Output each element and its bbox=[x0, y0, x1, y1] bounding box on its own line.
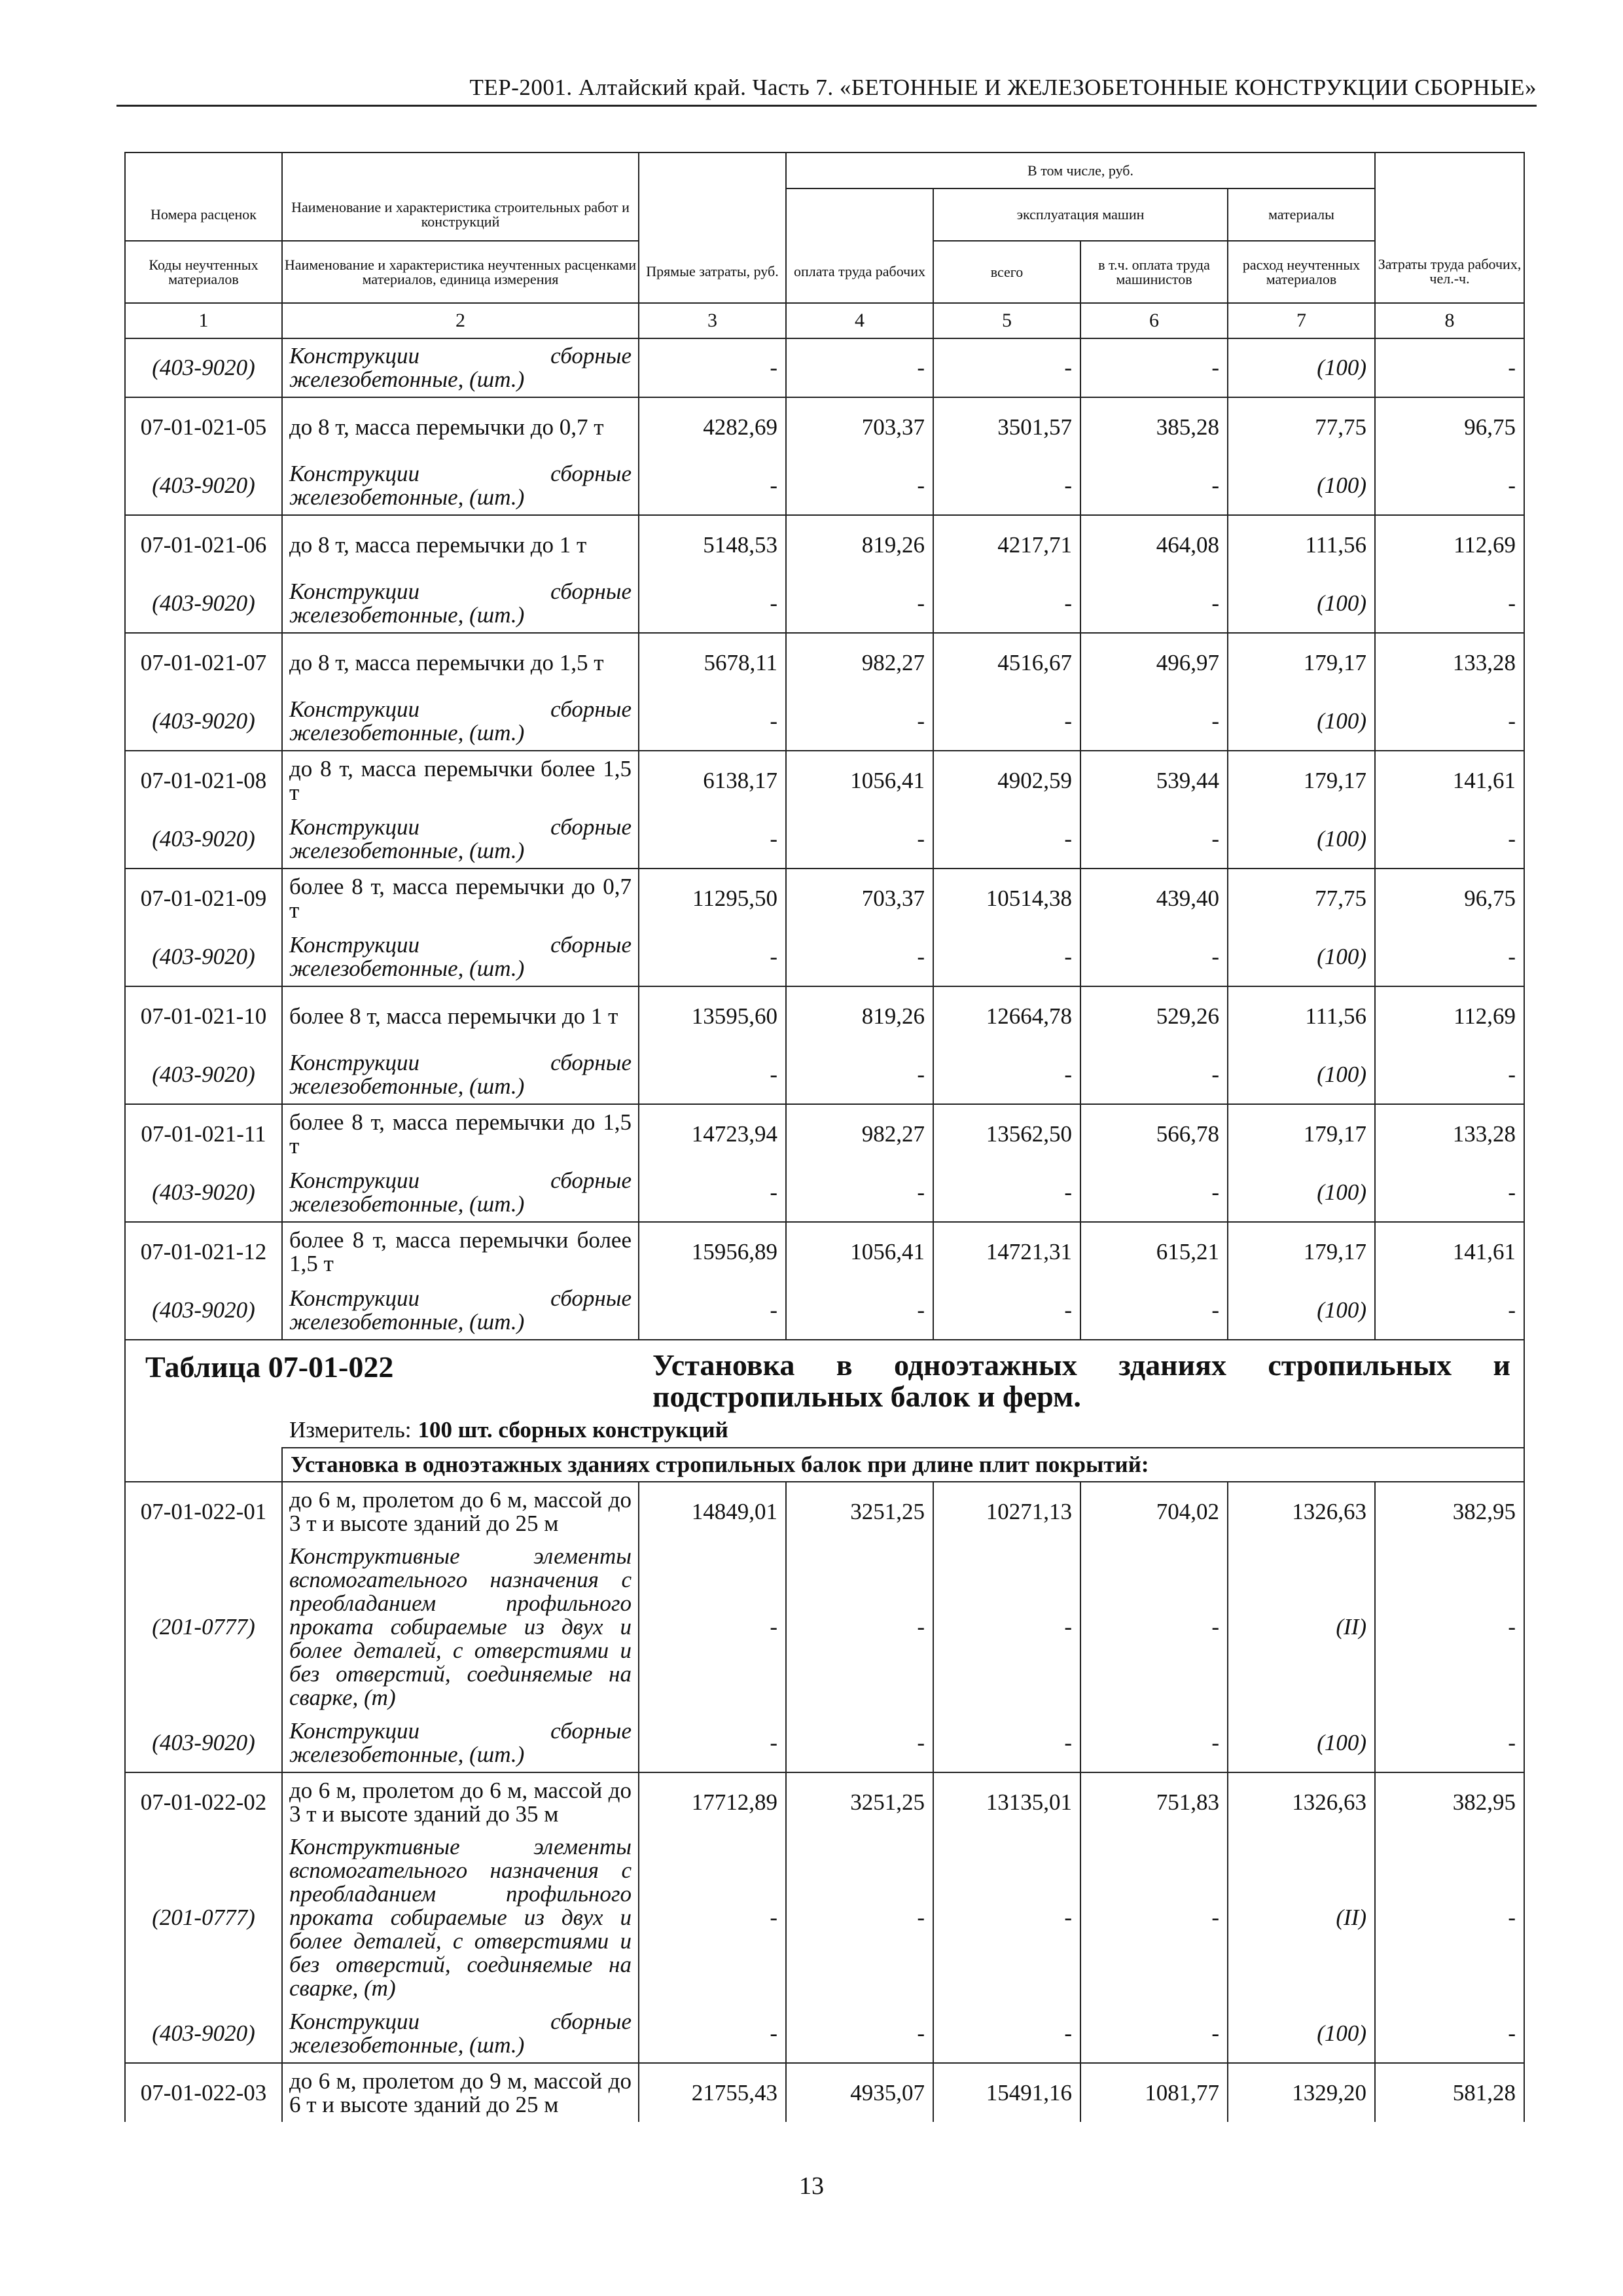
material-qty: (100) bbox=[1228, 2004, 1375, 2063]
material-row bbox=[125, 692, 1524, 751]
rate-value: 17712,89 bbox=[639, 1772, 786, 1831]
material-code: (403-9020) bbox=[125, 574, 282, 633]
material-dash: - bbox=[639, 338, 786, 397]
rate-value: 703,37 bbox=[786, 869, 933, 927]
material-dash: - bbox=[1080, 1281, 1228, 1340]
rate-value: 566,78 bbox=[1080, 1104, 1228, 1163]
material-row bbox=[125, 1831, 1524, 2004]
rate-value: 615,21 bbox=[1080, 1222, 1228, 1281]
meter-value: 100 шт. сборных конструкций bbox=[418, 1417, 728, 1443]
page-number: 13 bbox=[799, 2172, 824, 2200]
rate-name: более 8 т, масса перемычки до 1,5 т bbox=[282, 1104, 639, 1163]
rate-code: 07-01-021-11 bbox=[125, 1104, 282, 1163]
rate-value: 14721,31 bbox=[933, 1222, 1080, 1281]
material-dash: - bbox=[1080, 1045, 1228, 1104]
rate-value: 141,61 bbox=[1375, 1222, 1524, 1281]
material-dash: - bbox=[639, 1163, 786, 1222]
rate-row bbox=[125, 633, 1524, 692]
rate-value: 751,83 bbox=[1080, 1772, 1228, 1831]
material-dash: - bbox=[786, 574, 933, 633]
material-code: (201-0777) bbox=[125, 1831, 282, 2004]
rate-code: 07-01-021-08 bbox=[125, 751, 282, 810]
material-name: Конструкции сборные железобетонные, (шт.) bbox=[282, 1281, 639, 1340]
rate-name: более 8 т, масса перемычки более 1,5 т bbox=[282, 1222, 639, 1281]
material-row bbox=[125, 810, 1524, 869]
hdr-col7: расход неучтенных материалов bbox=[1228, 241, 1375, 303]
material-dash: - bbox=[1080, 2004, 1228, 2063]
rate-code: 07-01-021-09 bbox=[125, 869, 282, 927]
hdr-col5: всего bbox=[933, 241, 1080, 303]
material-dash: - bbox=[1375, 1281, 1524, 1340]
hdr-incl: В том числе, руб. bbox=[786, 152, 1375, 188]
rate-code: 07-01-021-05 bbox=[125, 397, 282, 456]
rate-name: до 6 м, пролетом до 9 м, массой до 6 т и высоте зданий до 25 м bbox=[282, 2063, 639, 2122]
material-dash: - bbox=[639, 1281, 786, 1340]
material-dash: - bbox=[786, 1045, 933, 1104]
material-dash: - bbox=[1375, 810, 1524, 869]
rate-value: 133,28 bbox=[1375, 1104, 1524, 1163]
rate-value: 141,61 bbox=[1375, 751, 1524, 810]
rate-value: 4902,59 bbox=[933, 751, 1080, 810]
rate-value: 1081,77 bbox=[1080, 2063, 1228, 2122]
rate-value: 382,95 bbox=[1375, 1772, 1524, 1831]
hdr-empty-3 bbox=[639, 152, 786, 188]
col-num: 1 bbox=[125, 303, 282, 338]
rate-value: 4282,69 bbox=[639, 397, 786, 456]
material-dash: - bbox=[639, 1541, 786, 1713]
material-dash: - bbox=[933, 574, 1080, 633]
material-qty: (100) bbox=[1228, 1163, 1375, 1222]
hdr-empty-2 bbox=[282, 152, 639, 188]
material-name: Конструкции сборные железобетонные, (шт.) bbox=[282, 1163, 639, 1222]
rate-value: 5148,53 bbox=[639, 515, 786, 574]
rate-value: 4935,07 bbox=[786, 2063, 933, 2122]
material-dash: - bbox=[933, 456, 1080, 515]
rate-value: 15956,89 bbox=[639, 1222, 786, 1281]
rates-table bbox=[124, 152, 1525, 2122]
material-dash: - bbox=[933, 810, 1080, 869]
rate-value: 13135,01 bbox=[933, 1772, 1080, 1831]
material-name: Конструкции сборные железобетонные, (шт.) bbox=[282, 927, 639, 986]
col-num: 5 bbox=[933, 303, 1080, 338]
rate-value: 179,17 bbox=[1228, 633, 1375, 692]
rate-value: 111,56 bbox=[1228, 515, 1375, 574]
rate-code: 07-01-021-12 bbox=[125, 1222, 282, 1281]
rate-code: 07-01-022-01 bbox=[125, 1482, 282, 1541]
material-dash: - bbox=[786, 1163, 933, 1222]
rate-value: 12664,78 bbox=[933, 986, 1080, 1045]
material-dash: - bbox=[639, 810, 786, 869]
rate-value: 496,97 bbox=[1080, 633, 1228, 692]
col-num: 8 bbox=[1375, 303, 1524, 338]
material-dash: - bbox=[1080, 810, 1228, 869]
material-code: (403-9020) bbox=[125, 1163, 282, 1222]
material-dash: - bbox=[933, 1281, 1080, 1340]
material-dash: - bbox=[1375, 2004, 1524, 2063]
material-row bbox=[125, 338, 1524, 397]
rate-value: 529,26 bbox=[1080, 986, 1228, 1045]
material-dash: - bbox=[933, 1831, 1080, 2004]
rate-code: 07-01-022-03 bbox=[125, 2063, 282, 2122]
material-qty: (100) bbox=[1228, 1713, 1375, 1772]
material-dash: - bbox=[1080, 1541, 1228, 1713]
material-dash: - bbox=[1080, 1163, 1228, 1222]
rate-value: 3251,25 bbox=[786, 1772, 933, 1831]
material-dash: - bbox=[933, 1541, 1080, 1713]
rate-row bbox=[125, 1772, 1524, 1831]
table-subheading: Установка в одноэтажных зданиях стропильных балок при длине плит покрытий: bbox=[282, 1448, 1524, 1482]
material-row bbox=[125, 2004, 1524, 2063]
rate-value: 1326,63 bbox=[1228, 1772, 1375, 1831]
material-dash: - bbox=[786, 1713, 933, 1772]
rate-name: до 6 м, пролетом до 6 м, массой до 3 т и высоте зданий до 35 м bbox=[282, 1772, 639, 1831]
material-dash: - bbox=[1080, 692, 1228, 751]
material-dash: - bbox=[933, 1045, 1080, 1104]
rate-value: 1326,63 bbox=[1228, 1482, 1375, 1541]
rate-value: 982,27 bbox=[786, 633, 933, 692]
material-dash: - bbox=[786, 338, 933, 397]
hdr-col3: Прямые затраты, руб. bbox=[639, 241, 786, 303]
material-qty: (100) bbox=[1228, 338, 1375, 397]
rate-value: 11295,50 bbox=[639, 869, 786, 927]
material-name: Конструкции сборные железобетонные, (шт.) bbox=[282, 574, 639, 633]
rate-value: 3251,25 bbox=[786, 1482, 933, 1541]
material-code: (403-9020) bbox=[125, 1045, 282, 1104]
material-row bbox=[125, 1713, 1524, 1772]
rate-value: 179,17 bbox=[1228, 751, 1375, 810]
rate-code: 07-01-021-07 bbox=[125, 633, 282, 692]
rate-value: 385,28 bbox=[1080, 397, 1228, 456]
rate-value: 14723,94 bbox=[639, 1104, 786, 1163]
material-dash: - bbox=[1375, 1541, 1524, 1713]
rate-value: 4516,67 bbox=[933, 633, 1080, 692]
material-dash: - bbox=[1375, 1163, 1524, 1222]
material-dash: - bbox=[1080, 456, 1228, 515]
material-row bbox=[125, 1045, 1524, 1104]
material-name: Конструктивные элементы вспомогательного назначения с преобладанием профильного проката собираемые из двух и более деталей, с отверстиями и без отверстий, соединяемые на сварке, (т) bbox=[282, 1541, 639, 1713]
rate-value: 96,75 bbox=[1375, 397, 1524, 456]
rate-value: 179,17 bbox=[1228, 1104, 1375, 1163]
material-dash: - bbox=[933, 692, 1080, 751]
rate-value: 704,02 bbox=[1080, 1482, 1228, 1541]
material-code: (403-9020) bbox=[125, 1281, 282, 1340]
rate-value: 819,26 bbox=[786, 515, 933, 574]
col-num: 4 bbox=[786, 303, 933, 338]
material-dash: - bbox=[1080, 927, 1228, 986]
rate-row bbox=[125, 397, 1524, 456]
material-qty: (100) bbox=[1228, 456, 1375, 515]
material-name: Конструкции сборные железобетонные, (шт.) bbox=[282, 1045, 639, 1104]
material-dash: - bbox=[933, 927, 1080, 986]
material-dash: - bbox=[1080, 1831, 1228, 2004]
rate-row bbox=[125, 2063, 1524, 2122]
material-name: Конструктивные элементы вспомогательного назначения с преобладанием профильного проката собираемые из двух и более деталей, с отверстиями и без отверстий, соединяемые на сварке, (т) bbox=[282, 1831, 639, 2004]
hdr-materialy: материалы bbox=[1228, 188, 1375, 241]
material-dash: - bbox=[786, 692, 933, 751]
material-dash: - bbox=[639, 1831, 786, 2004]
material-qty: (100) bbox=[1228, 810, 1375, 869]
rate-value: 539,44 bbox=[1080, 751, 1228, 810]
rate-value: 112,69 bbox=[1375, 986, 1524, 1045]
rate-row bbox=[125, 1222, 1524, 1281]
material-dash: - bbox=[786, 810, 933, 869]
rate-name: до 8 т, масса перемычки до 0,7 т bbox=[282, 397, 639, 456]
rate-value: 439,40 bbox=[1080, 869, 1228, 927]
table-label: Таблица 07-01-022 bbox=[145, 1350, 394, 1384]
material-qty: (II) bbox=[1228, 1541, 1375, 1713]
material-dash: - bbox=[639, 1045, 786, 1104]
rate-row bbox=[125, 869, 1524, 927]
col-num: 2 bbox=[282, 303, 639, 338]
material-qty: (100) bbox=[1228, 927, 1375, 986]
material-code: (403-9020) bbox=[125, 810, 282, 869]
material-dash: - bbox=[1375, 927, 1524, 986]
rate-value: 21755,43 bbox=[639, 2063, 786, 2122]
material-qty: (100) bbox=[1228, 1281, 1375, 1340]
material-name: Конструкции сборные железобетонные, (шт.) bbox=[282, 338, 639, 397]
material-name: Конструкции сборные железобетонные, (шт.) bbox=[282, 1713, 639, 1772]
material-dash: - bbox=[1080, 574, 1228, 633]
material-dash: - bbox=[786, 1541, 933, 1713]
hdr-col8: Затраты труда рабочих, чел.-ч. bbox=[1375, 241, 1524, 303]
material-dash: - bbox=[639, 2004, 786, 2063]
rate-value: 6138,17 bbox=[639, 751, 786, 810]
table-title: Установка в одноэтажных зданиях стропильных и подстропильных балок и ферм. bbox=[652, 1348, 1511, 1413]
material-dash: - bbox=[1375, 1831, 1524, 2004]
material-code: (403-9020) bbox=[125, 1713, 282, 1772]
col-num: 3 bbox=[639, 303, 786, 338]
subheading-spacer bbox=[125, 1448, 282, 1482]
material-dash: - bbox=[639, 456, 786, 515]
hdr-empty-1 bbox=[125, 152, 282, 188]
hdr-empty-8 bbox=[1375, 152, 1524, 188]
hdr-col1-bottom: Коды неучтенных материалов bbox=[125, 241, 282, 303]
rate-value: 15491,16 bbox=[933, 2063, 1080, 2122]
rate-row bbox=[125, 1104, 1524, 1163]
rate-code: 07-01-021-06 bbox=[125, 515, 282, 574]
col-num: 7 bbox=[1228, 303, 1375, 338]
material-dash: - bbox=[933, 2004, 1080, 2063]
material-row bbox=[125, 456, 1524, 515]
rate-value: 77,75 bbox=[1228, 869, 1375, 927]
material-name: Конструкции сборные железобетонные, (шт.) bbox=[282, 2004, 639, 2063]
material-row bbox=[125, 574, 1524, 633]
rate-row bbox=[125, 751, 1524, 810]
rate-name: до 8 т, масса перемычки до 1 т bbox=[282, 515, 639, 574]
rate-value: 111,56 bbox=[1228, 986, 1375, 1045]
hdr-col1-top: Номера расценок bbox=[125, 188, 282, 241]
hdr-ekspl: эксплуатация машин bbox=[933, 188, 1228, 241]
material-dash: - bbox=[786, 2004, 933, 2063]
rate-value: 13562,50 bbox=[933, 1104, 1080, 1163]
material-dash: - bbox=[639, 927, 786, 986]
rate-row bbox=[125, 1482, 1524, 1541]
rate-value: 14849,01 bbox=[639, 1482, 786, 1541]
material-dash: - bbox=[786, 1831, 933, 2004]
material-dash: - bbox=[1080, 338, 1228, 397]
rate-value: 13595,60 bbox=[639, 986, 786, 1045]
material-dash: - bbox=[1375, 692, 1524, 751]
rate-value: 1329,20 bbox=[1228, 2063, 1375, 2122]
rate-value: 382,95 bbox=[1375, 1482, 1524, 1541]
rate-name: до 8 т, масса перемычки до 1,5 т bbox=[282, 633, 639, 692]
rate-value: 4217,71 bbox=[933, 515, 1080, 574]
material-dash: - bbox=[786, 456, 933, 515]
material-row bbox=[125, 1541, 1524, 1713]
rate-value: 179,17 bbox=[1228, 1222, 1375, 1281]
material-code: (403-9020) bbox=[125, 456, 282, 515]
rate-name: до 8 т, масса перемычки более 1,5 т bbox=[282, 751, 639, 810]
material-name: Конструкции сборные железобетонные, (шт.) bbox=[282, 692, 639, 751]
material-code: (403-9020) bbox=[125, 2004, 282, 2063]
material-code: (403-9020) bbox=[125, 338, 282, 397]
col-num: 6 bbox=[1080, 303, 1228, 338]
material-qty: (100) bbox=[1228, 692, 1375, 751]
rate-value: 133,28 bbox=[1375, 633, 1524, 692]
rate-value: 982,27 bbox=[786, 1104, 933, 1163]
hdr-col4: оплата труда рабочих bbox=[786, 241, 933, 303]
rate-value: 819,26 bbox=[786, 986, 933, 1045]
hdr-col2-top: Наименование и характеристика строительных работ и конструкций bbox=[282, 188, 639, 241]
rate-row bbox=[125, 986, 1524, 1045]
running-header: ТЕР-2001. Алтайский край. Часть 7. «БЕТОННЫЕ И ЖЕЛЕЗОБЕТОННЫЕ КОНСТРУКЦИИ СБОРНЫЕ» bbox=[116, 71, 1537, 107]
material-qty: (II) bbox=[1228, 1831, 1375, 2004]
rate-value: 5678,11 bbox=[639, 633, 786, 692]
material-dash: - bbox=[1375, 1713, 1524, 1772]
rate-value: 703,37 bbox=[786, 397, 933, 456]
rate-value: 581,28 bbox=[1375, 2063, 1524, 2122]
rate-value: 3501,57 bbox=[933, 397, 1080, 456]
rate-value: 1056,41 bbox=[786, 751, 933, 810]
table-caption-block bbox=[125, 1340, 1524, 1448]
meter-label: Измеритель: bbox=[289, 1417, 412, 1443]
rate-code: 07-01-021-10 bbox=[125, 986, 282, 1045]
material-dash: - bbox=[639, 574, 786, 633]
material-dash: - bbox=[933, 338, 1080, 397]
rate-row bbox=[125, 515, 1524, 574]
material-dash: - bbox=[1375, 338, 1524, 397]
material-qty: (100) bbox=[1228, 574, 1375, 633]
material-dash: - bbox=[639, 1713, 786, 1772]
material-row bbox=[125, 1163, 1524, 1222]
rate-value: 10514,38 bbox=[933, 869, 1080, 927]
rate-value: 10271,13 bbox=[933, 1482, 1080, 1541]
hdr-col6: в т.ч. оплата труда машинистов bbox=[1080, 241, 1228, 303]
material-code: (201-0777) bbox=[125, 1541, 282, 1713]
rate-value: 96,75 bbox=[1375, 869, 1524, 927]
material-dash: - bbox=[1375, 574, 1524, 633]
material-dash: - bbox=[1375, 456, 1524, 515]
material-dash: - bbox=[933, 1713, 1080, 1772]
material-name: Конструкции сборные железобетонные, (шт.) bbox=[282, 456, 639, 515]
material-code: (403-9020) bbox=[125, 692, 282, 751]
material-dash: - bbox=[639, 692, 786, 751]
meter-line bbox=[289, 1417, 728, 1443]
material-name: Конструкции сборные железобетонные, (шт.) bbox=[282, 810, 639, 869]
material-dash: - bbox=[1080, 1713, 1228, 1772]
material-row bbox=[125, 1281, 1524, 1340]
rate-code: 07-01-022-02 bbox=[125, 1772, 282, 1831]
rate-value: 464,08 bbox=[1080, 515, 1228, 574]
material-dash: - bbox=[1375, 1045, 1524, 1104]
hdr-col2-bottom: Наименование и характеристика неучтенных расценками материалов, единица измерения bbox=[282, 241, 639, 303]
rate-name: до 6 м, пролетом до 6 м, массой до 3 т и высоте зданий до 25 м bbox=[282, 1482, 639, 1541]
material-code: (403-9020) bbox=[125, 927, 282, 986]
rate-value: 112,69 bbox=[1375, 515, 1524, 574]
material-row bbox=[125, 927, 1524, 986]
material-dash: - bbox=[786, 927, 933, 986]
rate-value: 1056,41 bbox=[786, 1222, 933, 1281]
rate-name: более 8 т, масса перемычки до 1 т bbox=[282, 986, 639, 1045]
material-dash: - bbox=[933, 1163, 1080, 1222]
material-qty: (100) bbox=[1228, 1045, 1375, 1104]
material-dash: - bbox=[786, 1281, 933, 1340]
rate-value: 77,75 bbox=[1228, 397, 1375, 456]
rate-name: более 8 т, масса перемычки до 0,7 т bbox=[282, 869, 639, 927]
